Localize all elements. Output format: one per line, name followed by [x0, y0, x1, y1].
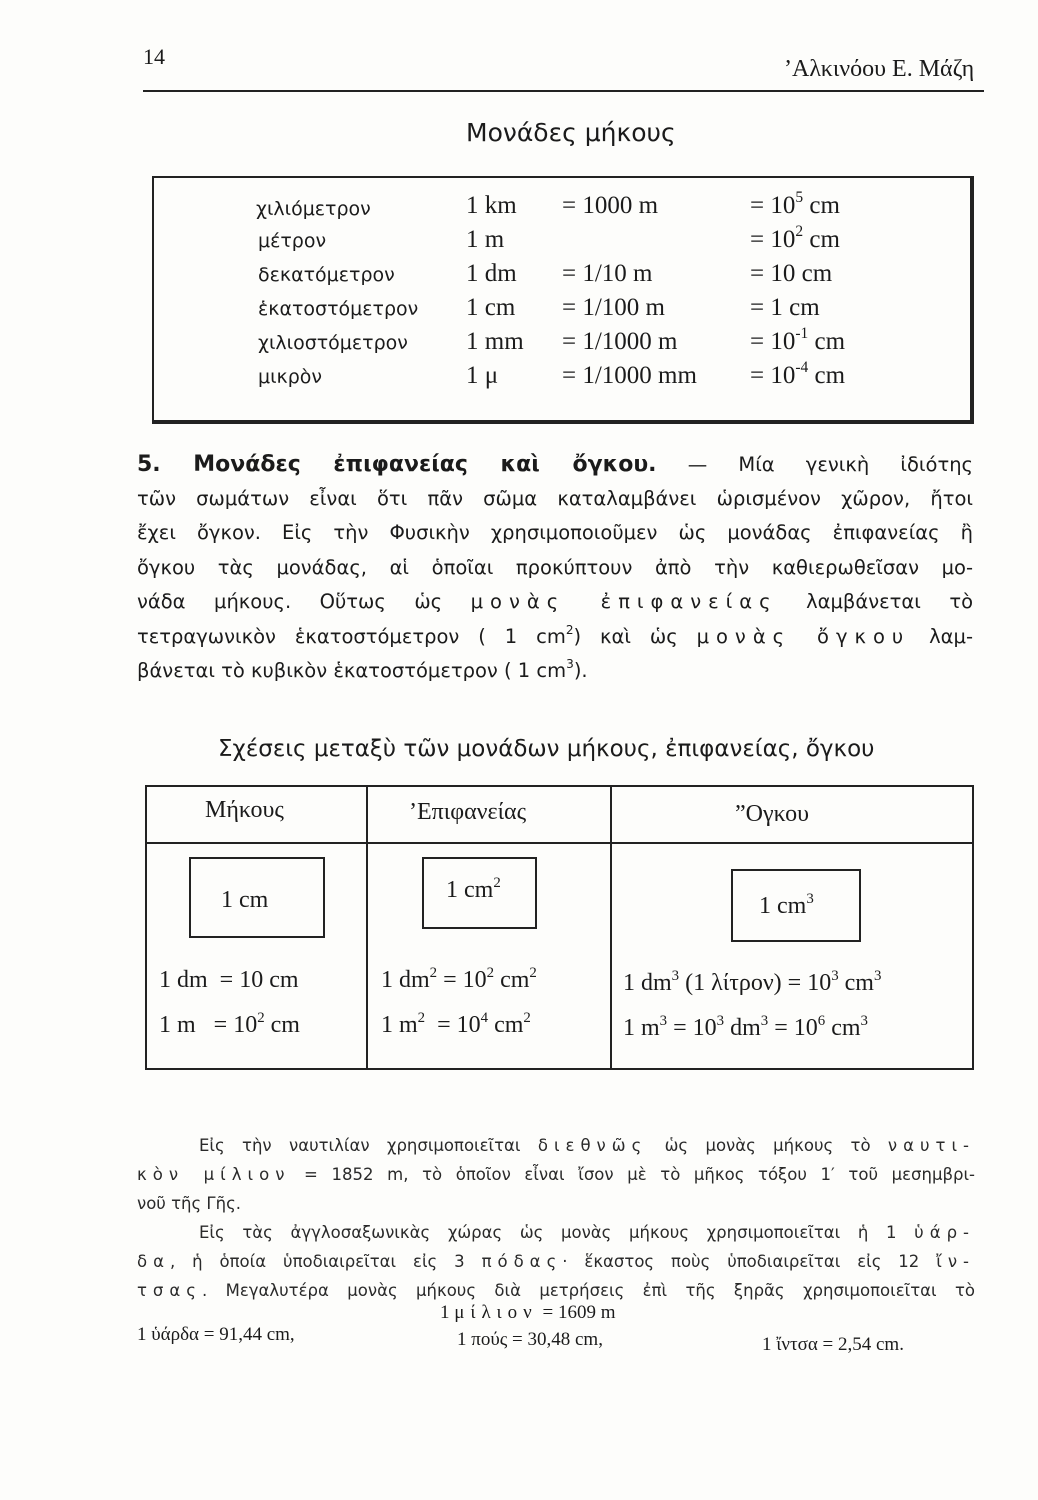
text-line: τῶν σωμάτων εἶναι ὅτι πᾶν σῶμα καταλαμβάνει ὡρισμένον χῶρον, ἤτοι [137, 486, 973, 510]
conversion-mile: 1 μίλιον = 1609 m [440, 1302, 616, 1323]
text-line: 5. Μονάδες ἐπιφανείας καὶ ὄγκου. — Μία γενικὴ ἰδιότης [137, 452, 973, 477]
unit-equivalence: = 1000 m [562, 192, 659, 219]
text-line: νοῦ τῆς Γῆς. [137, 1194, 242, 1213]
unit-box-cm: 1 cm [189, 857, 325, 938]
unit-equivalence: = 1/1000 m [562, 328, 678, 355]
unit-name: ἑκατοστόμετρον [258, 298, 419, 320]
length-relation: 1 dm = 10 cm [159, 967, 299, 993]
unit-in-cm: = $10^2$ cm [750, 223, 840, 253]
header-rule [143, 90, 984, 92]
table-row [154, 325, 976, 361]
unit-box-cm3: 1 $cm^3$ [731, 869, 861, 942]
unit-name: μέτρον [258, 230, 327, 252]
length-relation: 1 $m = 10^2$ cm [159, 1009, 300, 1038]
unit-name: μικρὸν [258, 366, 323, 388]
table-divider [147, 842, 972, 844]
text-line: ὄγκου τὰς μονάδας, αἱ ὁποῖαι προκύπτουν ἀπὸ τὴν καθιερωθεῖσαν μο- [137, 555, 973, 579]
unit-symbol: 1 dm [466, 260, 517, 287]
page-number: 14 [143, 44, 165, 69]
column-header-length: Μήκους [205, 797, 284, 823]
unit-in-cm: = $10^{-4}$ cm [750, 359, 846, 389]
text-line: βάνεται τὸ κυβικὸν ἑκατοστόμετρον ( 1 $cm^3$). [137, 657, 588, 682]
unit-symbol: 1 m [466, 226, 505, 253]
section-heading: 5. Μονάδες ἐπιφανείας καὶ ὄγκου. [137, 452, 657, 477]
text-line: Εἰς τὰς ἀγγλοσαξωνικὰς χώρας ὡς μονὰς μήκους χρησιμοποιεῖται ἡ 1 ὑάρ- [199, 1223, 975, 1242]
column-header-volume: ”Ογκου [735, 801, 810, 827]
unit-in-cm: = $10^{-1}$ cm [750, 325, 846, 355]
volume-relation: 1 $dm^3$ (1 $\lambda ί\tau\rho o\nu) = 10^3$ $cm^3$ [623, 967, 882, 996]
unit-in-cm: = $10^5$ cm [750, 189, 840, 219]
unit-equivalence: = 1/100 m [562, 294, 665, 321]
spaced-emphasis: μονὰς ἐπιφανείας [470, 590, 778, 613]
table-row [154, 294, 976, 327]
text-line: τετραγωνικὸν ἑκατοστόμετρον ( 1 $cm^2$) καὶ ὡς μονὰς ὄγκου λαμ- [137, 622, 973, 648]
unit-symbol: 1 μ [466, 362, 499, 389]
text-line: νάδα μήκους. Οὕτως ὡς μονὰς ἐπιφανείας λαμβάνεται τὸ [137, 590, 973, 613]
table-row [154, 260, 976, 293]
unit-symbol: 1 km [466, 192, 517, 219]
relations-table [145, 785, 974, 1070]
section-5-paragraph [137, 452, 973, 694]
length-units-table [152, 176, 974, 424]
area-relation: 1 $m^2 = 10^4$ $cm^2$ [381, 1009, 531, 1038]
unit-in-cm: = 10 cm [750, 260, 833, 287]
unit-name: χιλιοστόμετρον [258, 332, 408, 354]
unit-name: δεκατόμετρον [258, 264, 395, 286]
spaced-emphasis: μονὰς ὄγκου [696, 624, 911, 648]
table-row [154, 359, 976, 395]
text-line: Εἰς τὴν ναυτιλίαν χρησιμοποιεῖται διεθνῶς ὡς μονὰς μήκους τὸ ναυτι- [199, 1136, 975, 1155]
unit-equivalence: = 1/10 m [562, 260, 653, 287]
table-row [154, 223, 976, 259]
table-row [154, 189, 976, 225]
unit-equivalence: = 1/1000 mm [562, 362, 697, 389]
footnote [137, 1136, 975, 1310]
length-table-title: Μονάδες μήκους [466, 118, 676, 147]
text-line: τσας. Μεγαλυτέρα μονὰς μήκους διὰ μετρήσεις ἐπὶ τῆς ξηρᾶς χρησιμοποιεῖται τὸ [137, 1281, 975, 1300]
relations-table-title: Σχέσεις μεταξὺ τῶν μονάδων μήκους, ἐπιφανείας, ὄγκου [218, 736, 875, 762]
table-divider [366, 787, 368, 1068]
text-line: ἔχει ὄγκον. Εἰς τὴν Φυσικὴν χρησιμοποιοῦμεν ὡς μονάδας ἐπιφανείας ἢ [137, 521, 973, 544]
unit-in-cm: = 1 cm [750, 294, 820, 321]
conversion-inch: 1 ἴντσα = 2,54 cm. [762, 1334, 904, 1355]
unit-box-cm2: 1 $cm^2$ [422, 857, 537, 929]
conversion-foot: 1 πούς = 30,48 cm, [457, 1329, 603, 1350]
unit-symbol: 1 mm [466, 328, 524, 355]
column-header-area: ’Επιφανείας [409, 799, 527, 825]
table-divider [610, 787, 612, 1068]
area-relation: 1 $dm^2 = 10^2$ $cm^2$ [381, 964, 537, 993]
running-header-author: ’Αλκινόου Ε. Μάζη [784, 56, 975, 82]
unit-symbol: 1 cm [466, 294, 516, 321]
volume-relation: 1 $m^3 = 10^3$ $dm^3 = 10^6$ $cm^3$ [623, 1012, 868, 1041]
text-line: κὸν μίλιον = 1852 m, τὸ ὁποῖον εἶναι ἴσον μὲ τὸ μῆκος τόξου 1′ τοῦ μεσημβρι- [137, 1165, 975, 1184]
unit-name: χιλιόμετρον [256, 198, 371, 220]
conversion-yard: 1 ὑάρδα = 91,44 cm, [137, 1324, 295, 1345]
text-line: δα, ἡ ὁποία ὑποδιαιρεῖται εἰς 3 πόδας· ἕκαστος ποὺς ὑποδιαιρεῖται εἰς 12 ἴν- [137, 1252, 975, 1271]
